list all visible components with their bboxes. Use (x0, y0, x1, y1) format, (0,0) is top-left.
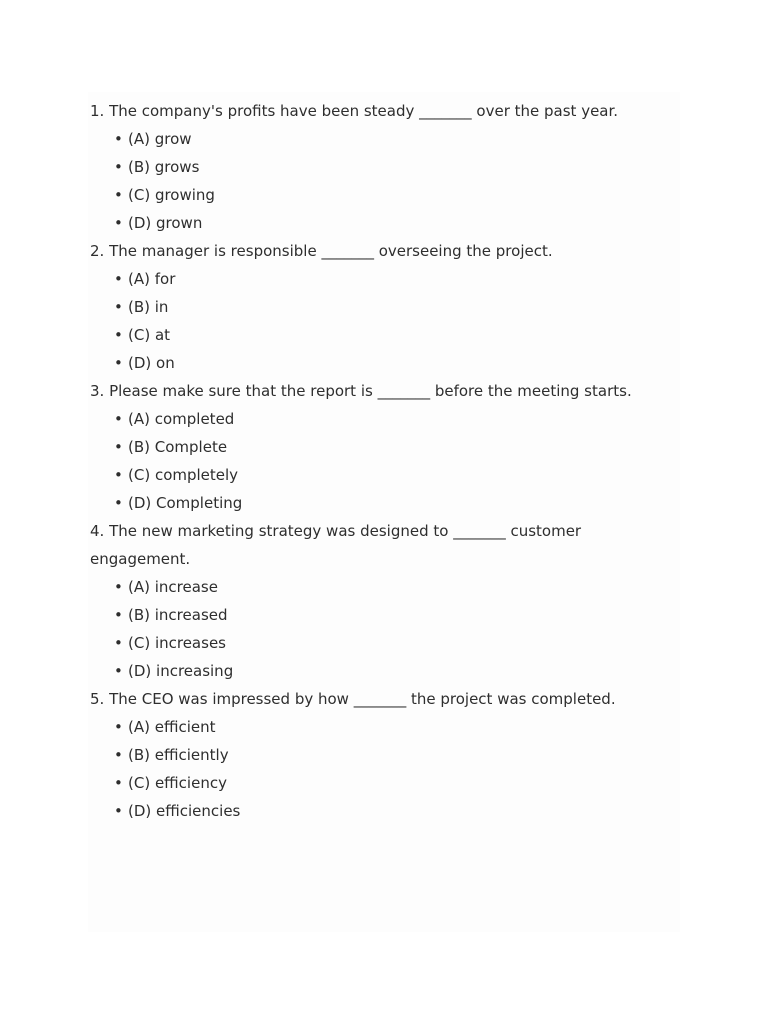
question-text: 4. The new marketing strategy was designed to _______ customer engagement. (90, 522, 582, 568)
option-label: (A) increase (128, 578, 218, 596)
bullet-icon: • (114, 438, 123, 456)
option-item (114, 433, 650, 461)
bullet-icon: • (114, 326, 123, 344)
option-item (114, 349, 650, 377)
bullet-icon: • (114, 802, 123, 820)
bullet-icon: • (114, 186, 123, 204)
option-label: (B) increased (128, 606, 228, 624)
bullet-icon: • (114, 270, 123, 288)
quiz-list (90, 97, 650, 825)
bullet-icon: • (114, 130, 123, 148)
option-label: (D) increasing (128, 662, 234, 680)
option-item (114, 293, 650, 321)
question-3 (90, 377, 650, 517)
bullet-icon: • (114, 494, 123, 512)
question-2 (90, 237, 650, 377)
option-list (90, 405, 650, 517)
option-label: (D) efficiencies (128, 802, 241, 820)
option-item (114, 125, 650, 153)
bullet-icon: • (114, 158, 123, 176)
option-item (114, 741, 650, 769)
option-item (114, 573, 650, 601)
option-label: (B) Complete (128, 438, 228, 456)
option-label: (C) growing (128, 186, 215, 204)
option-item (114, 713, 650, 741)
option-item (114, 797, 650, 825)
option-list (90, 573, 650, 685)
bullet-icon: • (114, 214, 123, 232)
question-text: 3. Please make sure that the report is _______ before the meeting starts. (90, 382, 632, 400)
option-label: (A) grow (128, 130, 192, 148)
option-label: (A) efficient (128, 718, 216, 736)
question-5 (90, 685, 650, 825)
question-text: 1. The company's profits have been steady _______ over the past year. (90, 102, 619, 120)
option-label: (C) efficiency (128, 774, 227, 792)
option-item (114, 489, 650, 517)
option-label: (D) Completing (128, 494, 243, 512)
option-label: (C) completely (128, 466, 239, 484)
option-item (114, 265, 650, 293)
option-label: (D) grown (128, 214, 203, 232)
option-label: (A) completed (128, 410, 235, 428)
option-item (114, 657, 650, 685)
bullet-icon: • (114, 466, 123, 484)
bullet-icon: • (114, 606, 123, 624)
option-label: (D) on (128, 354, 175, 372)
bullet-icon: • (114, 746, 123, 764)
question-4 (90, 517, 650, 685)
bullet-icon: • (114, 578, 123, 596)
bullet-icon: • (114, 354, 123, 372)
option-item (114, 405, 650, 433)
option-label: (C) increases (128, 634, 226, 652)
bullet-icon: • (114, 634, 123, 652)
option-item (114, 153, 650, 181)
option-label: (B) efficiently (128, 746, 229, 764)
question-text: 5. The CEO was impressed by how _______ the project was completed. (90, 690, 616, 708)
option-item (114, 321, 650, 349)
option-label: (C) at (128, 326, 171, 344)
option-list (90, 125, 650, 237)
bullet-icon: • (114, 718, 123, 736)
option-list (90, 265, 650, 377)
option-item (114, 461, 650, 489)
option-item (114, 629, 650, 657)
question-text: 2. The manager is responsible _______ overseeing the project. (90, 242, 553, 260)
bullet-icon: • (114, 298, 123, 316)
option-label: (B) in (128, 298, 169, 316)
option-item (114, 181, 650, 209)
option-item (114, 209, 650, 237)
question-1 (90, 97, 650, 237)
option-item (114, 769, 650, 797)
option-label: (B) grows (128, 158, 200, 176)
option-list (90, 713, 650, 825)
bullet-icon: • (114, 410, 123, 428)
bullet-icon: • (114, 774, 123, 792)
option-label: (A) for (128, 270, 176, 288)
bullet-icon: • (114, 662, 123, 680)
option-item (114, 601, 650, 629)
